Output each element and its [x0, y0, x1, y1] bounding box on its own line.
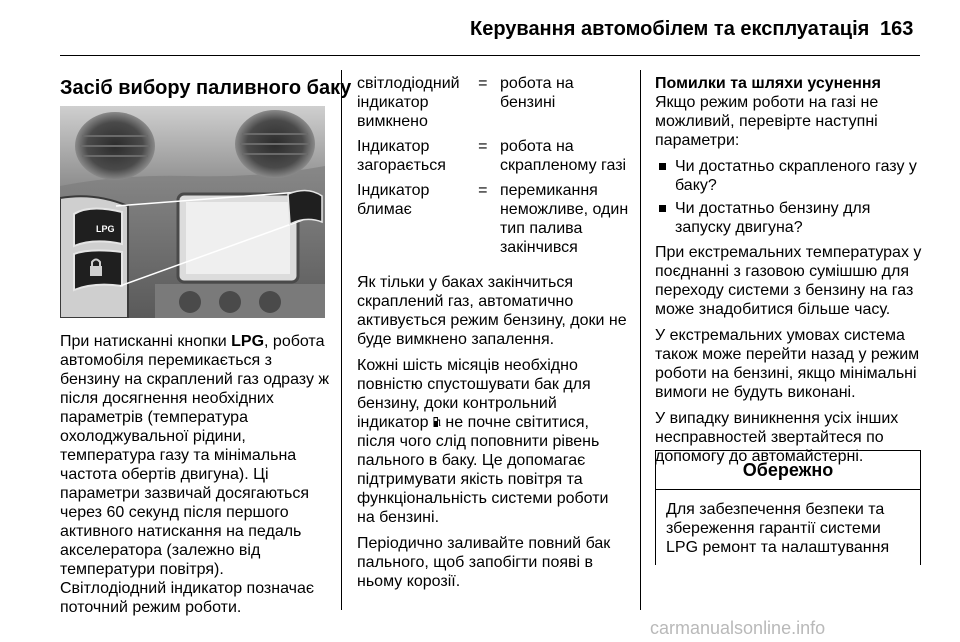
header-rule [60, 55, 920, 56]
indicator-row: Індикатор блимає = перемикання неможливе, один тип палива закінчився [357, 182, 629, 256]
paragraph: Як тільки у баках закінчиться скраплений газ, автоматично активується режим бензину, доки не буде вимкнено запалення. [357, 274, 627, 348]
column-3 [655, 74, 923, 473]
paragraph: Періодично заливайте повний бак пального, щоб запобігти появі в ньому корозії. [357, 535, 611, 590]
page-number: 163 [880, 18, 914, 40]
column-2 [357, 74, 629, 598]
list-item: Чи достатньо скрапленого газу у баку? [655, 157, 923, 195]
lpg-button-photo [60, 106, 325, 318]
section-title: Засіб вибору паливного баку [60, 77, 352, 99]
caution-text: Для забезпечення безпеки та збереження гарантії системи LPG ремонт та налаштування [666, 501, 890, 556]
watermark: carmanualsonline.info [650, 618, 826, 638]
bullet-icon [659, 163, 666, 170]
column-divider-left [341, 70, 342, 610]
lpg-bold-term: LPG [231, 333, 265, 350]
check-list [655, 157, 923, 237]
paragraph: При екстремальних температурах у поєднанні з газовою сумішшю для переходу системи з бензину на газ може знадобитися більше часу. [655, 244, 922, 318]
fuel-pump-icon [433, 416, 441, 428]
list-item: Чи достатньо бензину для запуску двигуна? [655, 199, 923, 237]
indicator-table [357, 74, 629, 257]
errors-intro: Якщо режим роботи на газі не можливий, перевірте наступні параметри: [655, 94, 879, 149]
lpg-switch-closeup [288, 190, 322, 224]
paragraph: У екстремальних умовах система також може перейти назад у режим роботи на бензині, якщо мінімальні вимоги не будуть виконані. [655, 327, 920, 401]
paragraph: У випадку виникнення усіх інших несправностей звертайтеся по допомогу до автомайстерні. [655, 410, 899, 465]
errors-title: Помилки та шляхи усунення [655, 75, 881, 92]
bullet-icon [659, 205, 666, 212]
indicator-row: Індикатор загорається = робота на скрапленому газі [357, 138, 627, 174]
lock-icon [90, 266, 102, 276]
column-divider-right [640, 70, 641, 610]
caution-title: Обережно [656, 451, 920, 490]
running-header-title: Керування автомобілем та експлуатація [470, 18, 870, 40]
column1-paragraph: При натисканні кнопки LPG, робота автомобіля перемикається з бензину на скраплений газ одразу ж після досягнення необхідних параметрів (температура охолоджувальної рідини, температура газу та мінімальна частота обертів двигуна). Ці параметри зазвичай досягаються через 60 секунд після першого активного натискання на педаль акселератора (залежно від температури повітря). Світлодіодний індикатор позначає поточний режим роботи. [60, 333, 330, 616]
paragraph-with-icon: Кожні шість місяців необхідно повністю спустошувати бак для бензину, доки контрольний індикатор не почне світитися, після чого слід поповнити рівень пального в баку. Це допомагає підтримувати якість повітря та функціональність системи роботи на бензині. [357, 357, 609, 526]
indicator-row: світлодіодний індикатор вимкнено = робота на бензині [357, 75, 574, 130]
caution-box [655, 450, 921, 565]
lpg-button-label: LPG [96, 224, 115, 234]
